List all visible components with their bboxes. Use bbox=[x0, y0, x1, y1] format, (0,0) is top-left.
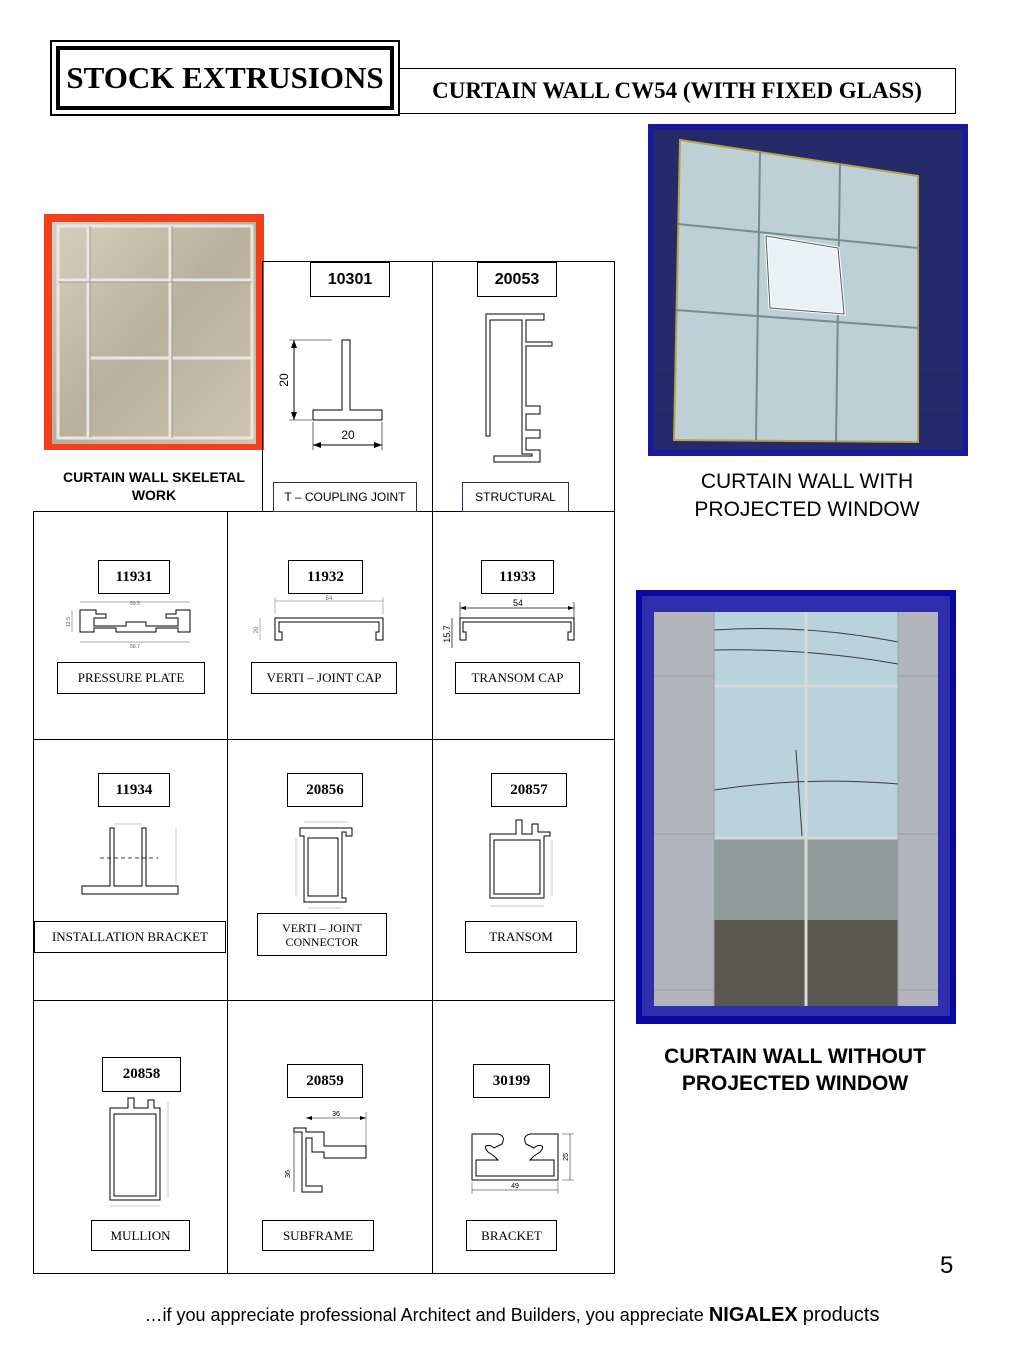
sf-width-dim: 36 bbox=[332, 1111, 340, 1118]
vj-width-dim: 54 bbox=[325, 596, 333, 602]
code-10301: 10301 bbox=[310, 262, 390, 297]
code-11932: 11932 bbox=[288, 560, 363, 594]
tc-width-dim: 54 bbox=[512, 598, 524, 608]
t-height-dim: 20 bbox=[277, 373, 291, 387]
code-11934: 11934 bbox=[98, 773, 170, 807]
code-11933: 11933 bbox=[481, 560, 554, 594]
tc-height-dim: 15.7 bbox=[442, 625, 452, 643]
without-window-caption: CURTAIN WALL WITHOUT PROJECTED WINDOW bbox=[664, 1045, 926, 1095]
code-20858: 20858 bbox=[102, 1057, 181, 1092]
br-height-dim: 25 bbox=[563, 1153, 570, 1161]
skeletal-work-photo bbox=[44, 214, 264, 450]
pp-bottom-dim: 58.7 bbox=[130, 644, 140, 650]
label-mullion: MULLION bbox=[91, 1220, 190, 1251]
pp-side-dim: 12.5 bbox=[66, 617, 72, 627]
transom-drawing bbox=[480, 812, 560, 912]
label-structural: STRUCTURAL bbox=[462, 482, 569, 512]
label-installation-bracket: INSTALLATION BRACKET bbox=[34, 921, 226, 953]
label-transom: TRANSOM bbox=[465, 921, 577, 953]
skeletal-work-caption: CURTAIN WALL SKELETAL WORK bbox=[63, 469, 245, 503]
mullion-drawing bbox=[100, 1094, 180, 1214]
product-title-box bbox=[398, 68, 956, 114]
stock-extrusions-title: STOCK EXTRUSIONS bbox=[66, 60, 384, 95]
label-t-coupling-joint: T – COUPLING JOINT bbox=[273, 482, 417, 512]
sf-height-dim: 36 bbox=[285, 1170, 292, 1178]
label-subframe: SUBFRAME bbox=[262, 1220, 374, 1251]
product-title: CURTAIN WALL CW54 (WITH FIXED GLASS) bbox=[432, 78, 922, 103]
code-11931: 11931 bbox=[98, 560, 170, 594]
label-verti-joint-cap: VERTI – JOINT CAP bbox=[251, 662, 397, 694]
pressure-plate-drawing bbox=[66, 596, 198, 654]
code-20857: 20857 bbox=[491, 773, 567, 807]
structural-drawing bbox=[478, 310, 558, 470]
vj-height-dim: 20 bbox=[254, 626, 260, 634]
label-verti-joint-connector: VERTI – JOINT CONNECTOR bbox=[257, 913, 387, 956]
installation-bracket-drawing bbox=[78, 820, 188, 900]
br-width-dim: 49 bbox=[511, 1183, 519, 1190]
t-coupling-joint-drawing bbox=[272, 330, 392, 450]
without-window-photo bbox=[636, 590, 956, 1024]
label-transom-cap: TRANSOM CAP bbox=[455, 662, 580, 694]
code-20856: 20856 bbox=[287, 773, 363, 807]
label-bracket: BRACKET bbox=[466, 1220, 557, 1251]
subframe-drawing bbox=[278, 1106, 374, 1196]
t-width-dim: 20 bbox=[341, 428, 355, 442]
brand-name: NIGALEX bbox=[708, 1304, 798, 1326]
code-30199: 30199 bbox=[473, 1064, 550, 1098]
footer-text: …if you appreciate professional Architect and Builders, you appreciate bbox=[144, 1305, 704, 1325]
code-20859: 20859 bbox=[287, 1064, 363, 1098]
page-number: 5 bbox=[940, 1252, 954, 1279]
transom-cap-drawing bbox=[442, 596, 582, 654]
label-pressure-plate: PRESSURE PLATE bbox=[57, 662, 205, 694]
footer bbox=[0, 1304, 1024, 1327]
stock-extrusions-box bbox=[50, 40, 400, 116]
verti-joint-connector-drawing bbox=[286, 816, 366, 908]
pp-top-dim: 59.5 bbox=[130, 601, 140, 607]
projected-window-photo bbox=[648, 124, 968, 456]
verti-joint-cap-drawing bbox=[250, 594, 390, 654]
code-20053: 20053 bbox=[477, 262, 557, 297]
projected-window-caption: CURTAIN WALL WITH PROJECTED WINDOW bbox=[694, 470, 920, 521]
bracket-drawing bbox=[462, 1126, 582, 1196]
footer-suffix: products bbox=[802, 1304, 880, 1326]
